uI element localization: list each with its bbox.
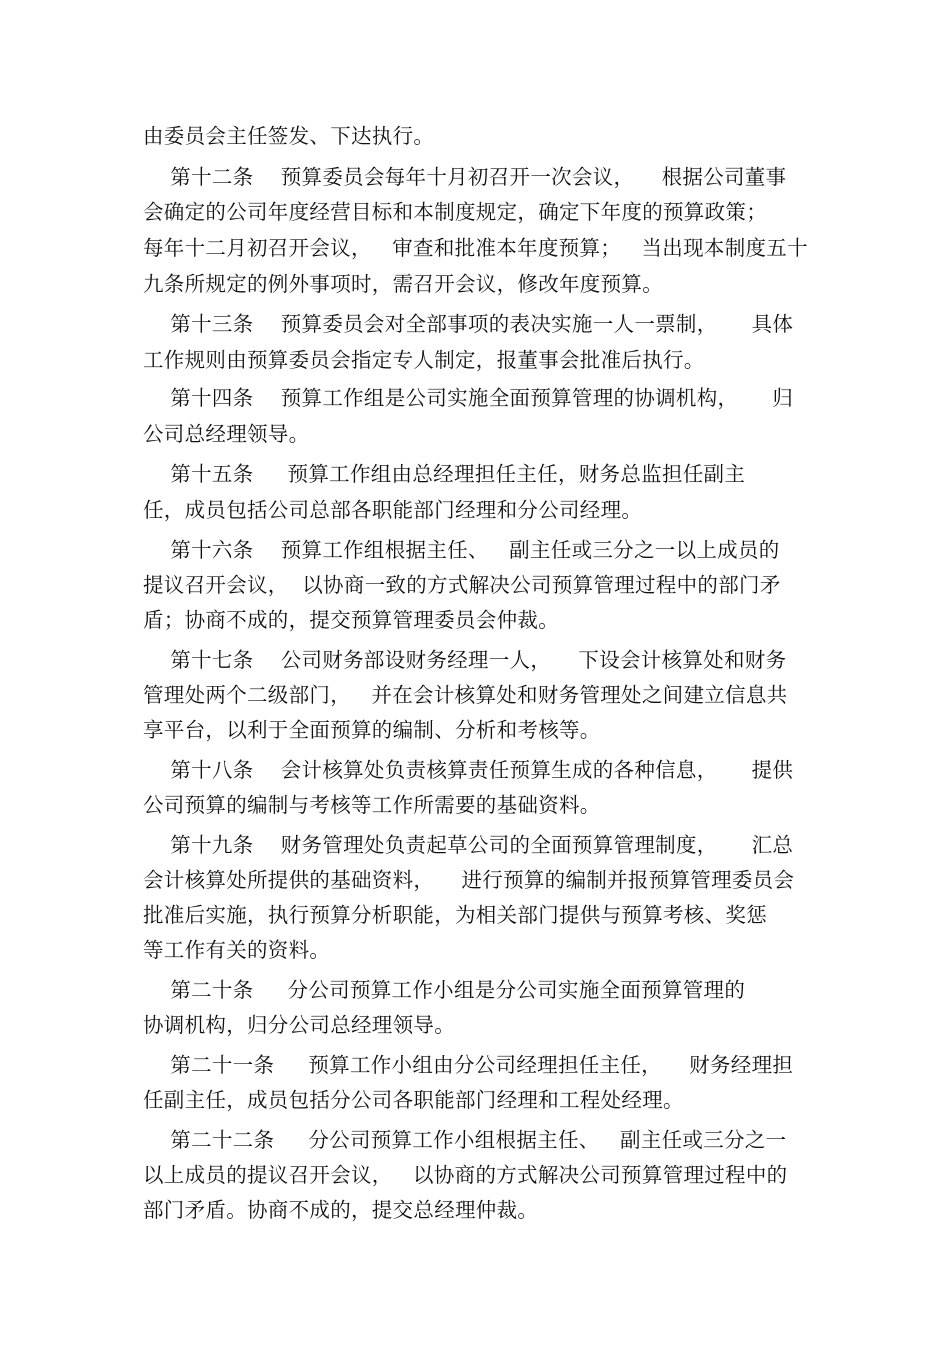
text-line: 盾；协商不成的，提交预算管理委员会仲裁。 xyxy=(143,608,559,632)
text-line: 会确定的公司年度经营目标和本制度规定，确定下年度的预算政策； xyxy=(143,200,767,224)
text-line: 九条所规定的例外事项时，需召开会议，修改年度预算。 xyxy=(143,272,663,296)
text-line: 享平台，以利于全面预算的编制、分析和考核等。 xyxy=(143,718,601,742)
text-line: 提议召开会议， 以协商一致的方式解决公司预算管理过程中的部门矛 xyxy=(143,573,781,597)
text-line: 第十九条 财务管理处负责起草公司的全面预算管理制度， 汇总 xyxy=(143,833,794,857)
text-line: 第二十条 分公司预算工作小组是分公司实施全面预算管理的 xyxy=(143,978,746,1002)
text-line: 公司预算的编制与考核等工作所需要的基础资料。 xyxy=(143,793,601,817)
text-line: 批准后实施，执行预算分析职能，为相关部门提供与预算考核、奖惩 xyxy=(143,903,767,927)
text-line: 管理处两个二级部门， 并在会计核算处和财务管理处之间建立信息共 xyxy=(143,683,788,707)
text-line: 每年十二月初召开会议， 审查和批准本年度预算； 当出现本制度五十 xyxy=(143,236,808,260)
text-line: 工作规则由预算委员会指定专人制定，报董事会批准后执行。 xyxy=(143,348,705,372)
text-line: 以上成员的提议召开会议， 以协商的方式解决公司预算管理过程中的 xyxy=(143,1163,788,1187)
text-line: 部门矛盾。协商不成的，提交总经理仲裁。 xyxy=(143,1198,539,1222)
text-line: 任副主任，成员包括分公司各职能部门经理和工程处经理。 xyxy=(143,1088,684,1112)
text-line: 第十三条 预算委员会对全部事项的表决实施一人一票制， 具体 xyxy=(143,312,794,336)
text-line: 第十四条 预算工作组是公司实施全面预算管理的协调机构， 归 xyxy=(143,386,794,410)
text-line: 第十五条 预算工作组由总经理担任主任，财务总监担任副主 xyxy=(143,462,746,486)
text-line: 等工作有关的资料。 xyxy=(143,938,331,962)
text-line: 公司总经理领导。 xyxy=(143,422,310,446)
text-line: 第十八条 会计核算处负责核算责任预算生成的各种信息， 提供 xyxy=(143,758,794,782)
text-line: 由委员会主任签发、下达执行。 xyxy=(143,124,435,148)
text-line: 第二十一条 预算工作小组由分公司经理担任主任， 财务经理担 xyxy=(143,1053,794,1077)
text-line: 第十二条 预算委员会每年十月初召开一次会议， 根据公司董事 xyxy=(143,165,787,189)
text-line: 会计核算处所提供的基础资料， 进行预算的编制并报预算管理委员会 xyxy=(143,868,795,892)
text-line: 第十六条 预算工作组根据主任、 副主任或三分之一以上成员的 xyxy=(143,538,780,562)
text-line: 第二十二条 分公司预算工作小组根据主任、 副主任或三分之一 xyxy=(143,1128,787,1152)
text-line: 第十七条 公司财务部设财务经理一人， 下设会计核算处和财务 xyxy=(143,648,787,672)
text-line: 任，成员包括公司总部各职能部门经理和分公司经理。 xyxy=(143,498,643,522)
text-line: 协调机构，归分公司总经理领导。 xyxy=(143,1013,455,1037)
